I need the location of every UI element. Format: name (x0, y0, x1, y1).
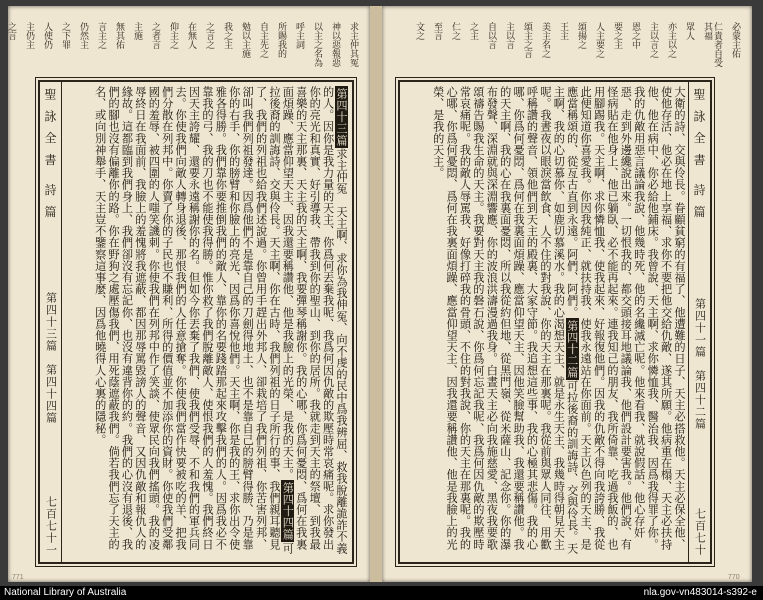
margin-note: 以主之名為 (312, 22, 322, 67)
right-corner-mark: 770 (728, 574, 740, 581)
book-spine (370, 6, 382, 582)
margin-note: 頌揚之 (576, 22, 586, 49)
left-corner-mark: 771 (12, 574, 24, 581)
margin-note: 神以惡報惡 (330, 22, 340, 67)
margin-note: 仁之 (450, 22, 460, 40)
margin-note: 仰主之 (168, 22, 178, 49)
right-page-band (688, 82, 710, 562)
right-chapter-range: 第四十一篇 第四十二篇 (693, 298, 707, 431)
margin-note: 我之主 (222, 22, 232, 49)
margin-note: 之言 (6, 22, 16, 40)
margin-note: 求主仲其冤 (348, 22, 358, 67)
left-margin-notes (6, 22, 358, 74)
margin-note: 恩之中 (630, 22, 640, 49)
left-book-title: 聖 詠 全 書 詩 篇 (43, 88, 57, 221)
left-chapter-range: 第四十三篇 第四十四篇 (44, 292, 58, 425)
margin-note: 必蒙主佑 (730, 22, 740, 58)
margin-note: 所賜我的 (276, 22, 286, 58)
margin-note: 美主名之 (540, 22, 550, 58)
margin-note: 之下罪 (60, 22, 70, 49)
footer-library-name: National Library of Australia (4, 587, 127, 598)
left-page-band (40, 82, 62, 562)
margin-note: 言主之 (96, 22, 106, 49)
margin-note: 主以言之 (648, 22, 658, 58)
right-body-text (404, 86, 686, 558)
psalm-text: 求主仲冤 天主啊、求你為我伸冤、向不虔的民中爲我辨屈、救我脫離詭詐不義的人。因你是我力量的天主、你爲何丟棄我呢、我爲何因仇敵的欺壓時常哀痛呢。求你發出你的亮光和真實、好引導我、帶我到你的聖山、到你的居所。我就走到天主的祭壇、到我最喜樂的天主那裏、天主我的天主啊、我要彈琴稱謝你。我的心哪、你爲何憂悶、爲何在我裏面煩躁、應當仰望天主、因我還要稱讚他、他是我臉上的光榮、是我的天主。 (281, 86, 348, 554)
margin-note: 自以言 (486, 22, 496, 49)
psalm-text: 可拉後裔的訓誨詩、交與伶長。天主啊、我的心切慕你、如鹿切慕溪水。我的心渴想天主、就是永生天主、我幾時得朝見天主呢。我晝夜以眼淚當飲食、人不住的對我說、你的天主在那裏呢。我從前與眾人同往、用歡呼稱讚的聲音、領他們到天主的殿裏、大家守節。我追想這些事、我的心極其悲傷。我的心哪、你爲何憂悶、爲何在我裏面煩躁、應當仰望天主、因他笑臉幫助我、我還要稱讚他。我的天主啊、我的心在我裏面憂悶、所以我從約但地、從黑門嶺、從米薩山、記念你。你的瀑布發聲、深淵就與深淵響應、你的波浪洪濤漫過我身。白晝天主必向我施慈愛、黑夜我要歌頌禱告賜我生命的天主。我要對天主我的磐石說、你爲何忘記我呢、我爲何因仇敵的欺壓時常哀痛呢。我的敵人辱罵我、好像打碎我的骨頭、不住的對我說、你的天主在那裏呢。我的心哪、你爲何憂悶、爲何在我裏面煩躁、應當仰望天主、因我還要稱讚他、他是我臉上的光榮、是我的天主。 (431, 86, 579, 554)
margin-note: 仍然主 (78, 22, 88, 49)
margin-note: 主仍主 (24, 22, 34, 49)
left-body-text (64, 86, 348, 558)
psalm-text: 大衛的詩、交與伶長。眷顧貧窮的有福了、他遭難的日子、天主必搭救他。天主必保全他、使他存活、他必在地上享福、求你不要把他交給仇敵、遂其所願。他病重在榻、天主必扶持他、他在病中、你必給他鋪床。我曾說、天主啊、求你憐恤我、醫治我、因爲我得罪了你。我的仇敵用惡言議論我說、他幾時死、他的名纔滅亡呢。他來看我、就說假話、他心存奸惡、走到外邊纔說出來。一切恨我的、都交頭接耳地議論我、他們設計要害我。他們說、有怪病貼在他身上、他已躺臥、必不能再起來。連我知己的朋友、我所倚靠、吃過我飯的、也用腳踢我。天主啊、求你憐恤我、使我起來、好報復他們。因我的仇敵不得向我誇勝、我從此便知道你喜愛我。你因我純正、就扶持我、使我永遠站在你面前。天主以色列的天主、是應當稱頌的、從亙古直到永遠。阿們、阿們。 (565, 86, 686, 550)
left-text-frame (38, 80, 354, 564)
right-margin-notes (414, 22, 740, 74)
left-page-number: 七百七十一 (44, 495, 58, 556)
margin-note: 至言 (432, 22, 442, 40)
margin-note: 亦主以之 (666, 22, 676, 58)
psalm-heading: 第四十二篇 (565, 320, 579, 378)
margin-note: 文之 (414, 22, 424, 40)
margin-note: 勉以主施 (240, 22, 250, 58)
margin-note: 自主先之 (258, 22, 268, 58)
margin-note: 主以言 (504, 22, 514, 49)
margin-note: 要之主 (612, 22, 622, 49)
margin-note: 之主 (468, 22, 478, 40)
margin-note: 主施 (132, 22, 142, 40)
margin-note: 在無人 (186, 22, 196, 49)
margin-note: 人主要之 (594, 22, 604, 58)
margin-note: 王主 (558, 22, 568, 40)
right-text-frame (398, 80, 712, 564)
margin-note: 呼主詞 (294, 22, 304, 49)
psalm-heading: 第四十三篇 (335, 88, 348, 146)
margin-note: 人使仍 (42, 22, 52, 49)
footer-identifier: nla.gov-vn483014-s392-e (643, 587, 757, 598)
footer-bar (0, 586, 763, 600)
margin-note: 之者言 (150, 22, 160, 49)
psalm-text: 可拉後裔的訓誨詩、交與伶長。天主啊、你在古時、我們列祖的日子所行的事、我們親耳聽見了、我們的列祖也給我們述說過。你曾用手趕出外邦人、卻栽培了我們列祖、你苦害列邦、卻叫我們列祖發達。因爲他們不是靠自己的刀劍得地土、也不是靠自己的膀臂得勝、乃是靠你的右手、你的膀臂和你臉上的亮光、因爲你喜悅他們。天主啊、你是我的王、求你出令使雅各得勝。我們靠你要推倒我們的敵人、靠你的名要踐踏那起來攻擊我們的人。因爲我必不靠我的弓、我的刀也不能使我得勝。惟你救了我們脫離敵人、使恨我們的人羞愧。我們終日因天主誇耀、還要永遠稱謝你的名。但如今你丟棄了我們、使我們受辱、不和我們的軍兵同去。你使我們向敵人轉身退後、那恨我們的人任意搶奪。你使我們當作快要被吃的羊、把我們分散在列邦中。你賣了你的子民也不賺利、所得的價值並不加添你的資財。你使我們受鄰國的羞辱、被四圍的人嗤笑譏刺。你使我們在列邦中作了笑談、使眾民向我們搖頭。我的凌辱終日在我面前、我臉上的羞愧將我遮蔽、都因那辱罵毀謗人的聲音、又因仇敵和報仇人的緣故。這都臨到我們身上、我們卻沒有忘記你、也沒有違背你的約。我們的心沒有退後、我們的腳也沒有偏離你的路。你在野狗之處壓傷我們、用死蔭遮蔽我們。倘若我們忘了天主的名、或向別神舉手、天主豈不鑒察這事麼、因爲他曉得人心裏的隱秘。 (93, 86, 295, 555)
right-page-number: 七百七十 (693, 507, 707, 556)
psalm-heading: 第四十四篇 (281, 482, 295, 541)
margin-note: 仁貴者自受其福 (702, 22, 722, 67)
margin-note: 眾人 (684, 22, 694, 40)
right-book-title: 聖 詠 全 書 詩 篇 (692, 88, 706, 221)
margin-note: 頌主之言 (522, 22, 532, 58)
margin-note: 無其佑 (114, 22, 124, 49)
margin-note: 之言之 (204, 22, 214, 49)
